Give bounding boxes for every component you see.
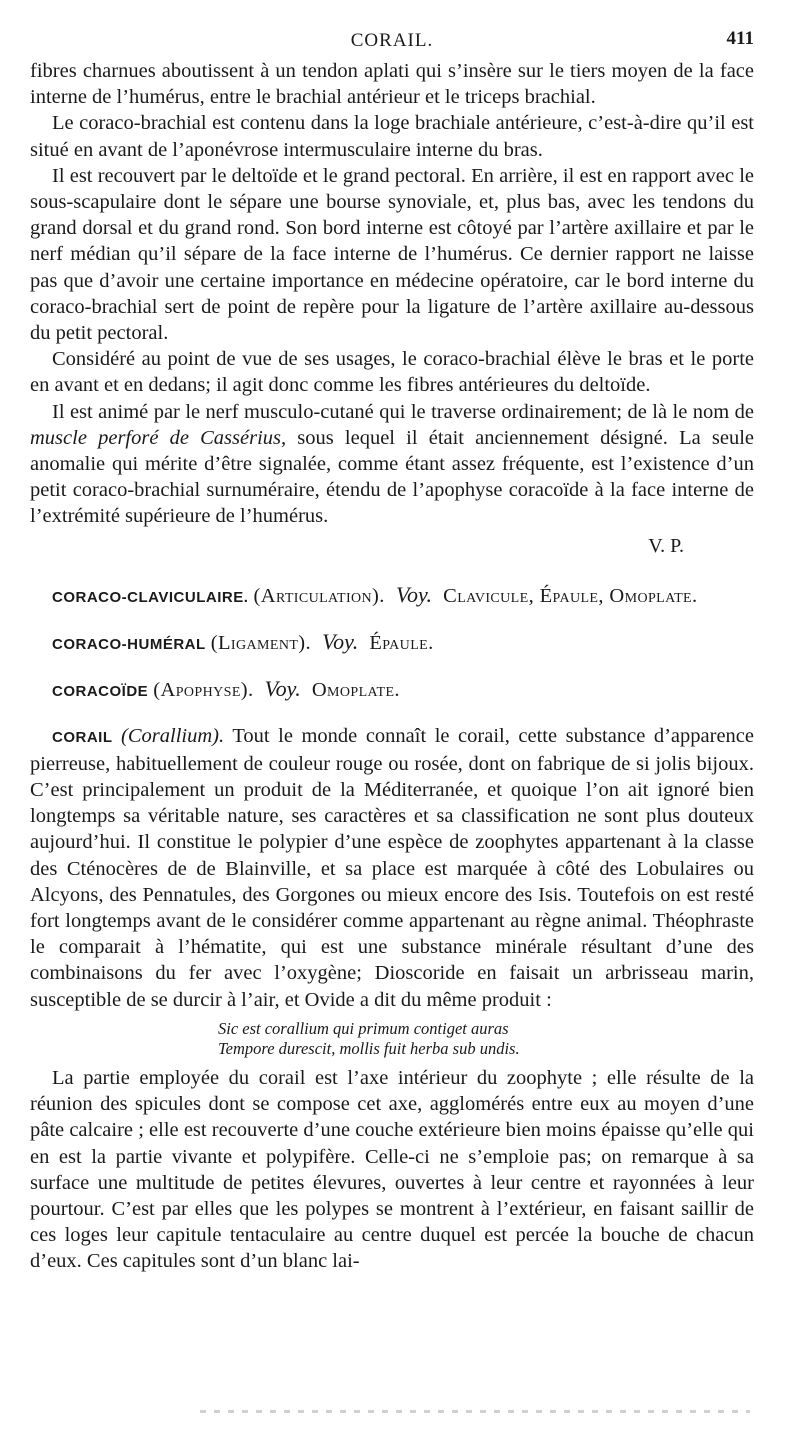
latin-name: (Corallium). [121,724,225,747]
voy-reference: Voy. [322,628,359,654]
corail-entry [30,723,754,1013]
entry-crossrefs: Épaule. [369,631,434,654]
entry-qualifier: (Apophyse). [153,678,254,701]
entry-headword: CORAIL [52,728,113,746]
entry-headword: CORACO-HUMÉRAL [52,635,206,653]
verse-line: Tempore durescit, mollis fuit herba sub undis. [218,1038,520,1058]
voy-reference: Voy. [264,675,301,701]
verse-line: Sic est corallium qui primum contiget auras [218,1018,509,1038]
text-run: Il est animé par le nerf musculo-cutané qui le traverse ordinairement; de là le nom de [52,400,754,423]
paragraph: Le coraco-brachial est contenu dans la loge brachiale antérieure, c’est-à-dire qu’il est situé en avant de l’aponévrose intermusculaire interne du bras. [30,112,754,161]
dictionary-entry [30,629,754,658]
paragraph: fibres charnues aboutissent à un tendon aplati qui s’insère sur le tiers moyen de la face interne de l’humérus, entre le brachial antérieur et le triceps brachial. [30,60,754,109]
dictionary-entry [30,582,754,611]
paragraph: La partie employée du corail est l’axe intérieur du zoophyte ; elle résulte de la réunion des spicules dont se compose cet axe, agglomérés entre eux au moyen d’une pâte calcaire ; elle est recouverte d’une couche extérieure bien moins épaisse qu’elle qui en est la partie vivante et polypifère. Celle-ci ne s’emploie pas; on remarque à sa surface une multitude de petites élevures, ouvertes à leur centre et rayonnées à leur pourtour. C’est par elles que les polypes se montrent à l’extérieur, en faisant saillir de ces loges leur capitule tentaculaire au centre duquel est percée la bouche de chacun d’eux. Ces capitules sont d’un blanc lai- [30,1066,754,1273]
entry-headword: CORACOÏDE [52,682,149,700]
bleed-through-line [200,1410,750,1413]
page-number: 411 [726,28,754,49]
paragraph [30,399,754,530]
text-run: sous lequel il était anciennement désigné. La seule anomalie qui mérite d’être signalée, comme étant assez fréquente, est l’existence d’un petit coraco-brachial surnuméraire, étendu de l’apophyse coracoïde à la face interne de l’extrémité supérieure de l’humérus. [30,426,754,528]
entry-qualifier: (Articulation). [253,584,385,607]
paragraph: Considéré au point de vue de ses usages, le coraco-brachial élève le bras et le porte en avant et en dedans; il agit donc comme les fibres antérieures du deltoïde. [30,348,754,397]
author-signature: V. P. [648,534,684,557]
page-header [30,18,754,58]
verse-quotation [30,1019,754,1059]
dictionary-entry [30,676,754,705]
entry-crossrefs: Omoplate. [311,678,400,701]
entry-headword: CORACO-CLAVICULAIRE. [52,588,249,606]
italic-term: muscle perforé de Cassérius, [30,426,287,449]
paragraph: Il est recouvert par le deltoïde et le grand pectoral. En arrière, il est en rapport avec le sous-scapulaire dont le sépare une bourse synoviale, et, plus bas, avec les tendons du grand dorsal et du grand rond. Son bord interne est côtoyé par l’artère axillaire et par le nerf médian qu’il sépare de la face interne de l’humérus. Ce dernier rapport ne laisse pas que d’avoir une certaine importance en médecine opératoire, car le bord interne du coraco-brachial sert de point de repère pour la ligature de l’artère axillaire au-dessous du petit pectoral. [30,164,754,345]
voy-reference: Voy. [395,581,432,607]
text-run: Tout le monde connaît le corail, cette substance d’apparence pierreuse, habituellement de couleur rouge ou rosée, dont on fabrique de si jolis bijoux. C’est principalement un produit de la Méditerranée, et quoique l’on ait ignoré bien longtemps sa véritable nature, ses caractères et sa classification ne sont plus douteux aujourd’hui. Il constitue le polypier d’une espèce de zoophytes appartenant à la classe des Cténocères de de Blainville, et sa place est marquée à côté des Lobulaires ou Alcyons, des Pennatules, des Gorgones ou mieux encore des Isis. Toutefois on est resté fort longtemps avant de le considérer comme appartenant au règne animal. Théophraste le comparait à l’hématite, qui est une substance minérale résultant d’une des combinaisons du fer avec l’oxygène; Dioscoride en faisait un arbrisseau marin, susceptible de se durcir à l’air, et Ovide a dit du même produit : [30,724,754,1011]
running-title: CORAIL. [350,30,434,51]
page [30,18,754,1275]
entry-crossrefs: Clavicule, Épaule, Omoplate. [443,584,698,607]
entry-qualifier: (Ligament). [210,631,312,654]
